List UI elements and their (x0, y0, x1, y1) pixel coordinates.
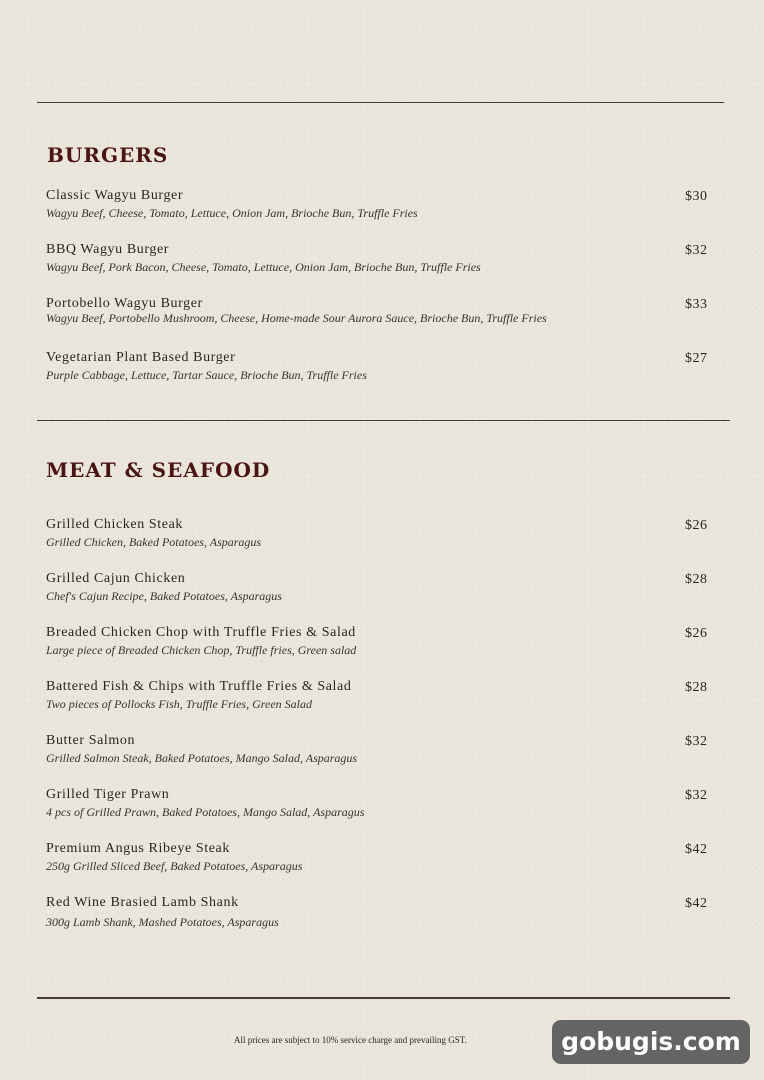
item-price: $30 (685, 189, 708, 204)
item-name: Grilled Cajun Chicken (46, 571, 186, 586)
item-price: $26 (685, 518, 708, 533)
section-title-burgers: BURGERS (47, 143, 169, 167)
watermark-logo: gobugis.com (552, 1020, 750, 1064)
item-name: Vegetarian Plant Based Burger (46, 350, 236, 365)
item-description: 4 pcs of Grilled Prawn, Baked Potatoes, Mango Salad, Asparagus (46, 805, 365, 819)
item-name: BBQ Wagyu Burger (46, 242, 170, 257)
item-name: Grilled Tiger Prawn (46, 787, 170, 802)
item-description: Wagyu Beef, Portobello Mushroom, Cheese, Home-made Sour Aurora Sauce, Brioche Bun, Truffle Fries (46, 311, 547, 325)
item-name: Butter Salmon (46, 733, 136, 748)
item-price: $28 (685, 680, 708, 695)
item-description: Purple Cabbage, Lettuce, Tartar Sauce, Brioche Bun, Truffle Fries (46, 368, 367, 382)
item-name: Red Wine Brasied Lamb Shank (46, 895, 239, 910)
item-description: Large piece of Breaded Chicken Chop, Truffle fries, Green salad (46, 643, 357, 657)
item-name: Classic Wagyu Burger (46, 188, 184, 203)
item-price: $27 (685, 351, 708, 366)
section-title-meat-seafood: MEAT & SEAFOOD (46, 458, 271, 482)
item-price: $33 (685, 297, 708, 312)
service-charge-note: All prices are subject to 10% service charge and prevailing GST. (234, 1035, 467, 1045)
item-name: Grilled Chicken Steak (46, 517, 184, 532)
item-name: Breaded Chicken Chop with Truffle Fries & Salad (46, 625, 356, 640)
item-name: Portobello Wagyu Burger (46, 296, 203, 311)
item-price: $32 (685, 243, 708, 258)
item-description: Grilled Chicken, Baked Potatoes, Asparagus (46, 535, 262, 549)
item-description: 250g Grilled Sliced Beef, Baked Potatoes, Asparagus (46, 859, 303, 873)
item-description: Wagyu Beef, Cheese, Tomato, Lettuce, Onion Jam, Brioche Bun, Truffle Fries (46, 206, 418, 220)
item-price: $32 (685, 788, 708, 803)
top-divider (37, 102, 724, 103)
bottom-divider (37, 997, 730, 999)
item-price: $42 (685, 896, 708, 911)
item-description: Two pieces of Pollocks Fish, Truffle Fries, Green Salad (46, 697, 312, 711)
item-description: 300g Lamb Shank, Mashed Potatoes, Asparagus (46, 915, 279, 929)
item-price: $28 (685, 572, 708, 587)
item-description: Grilled Salmon Steak, Baked Potatoes, Mango Salad, Asparagus (46, 751, 358, 765)
item-name: Premium Angus Ribeye Steak (46, 841, 230, 856)
item-price: $26 (685, 626, 708, 641)
item-description: Chef's Cajun Recipe, Baked Potatoes, Asparagus (46, 589, 282, 603)
item-name: Battered Fish & Chips with Truffle Fries & Salad (46, 679, 352, 694)
item-price: $42 (685, 842, 708, 857)
section-divider (37, 420, 730, 421)
item-description: Wagyu Beef, Pork Bacon, Cheese, Tomato, Lettuce, Onion Jam, Brioche Bun, Truffle Fries (46, 260, 481, 274)
item-price: $32 (685, 734, 708, 749)
